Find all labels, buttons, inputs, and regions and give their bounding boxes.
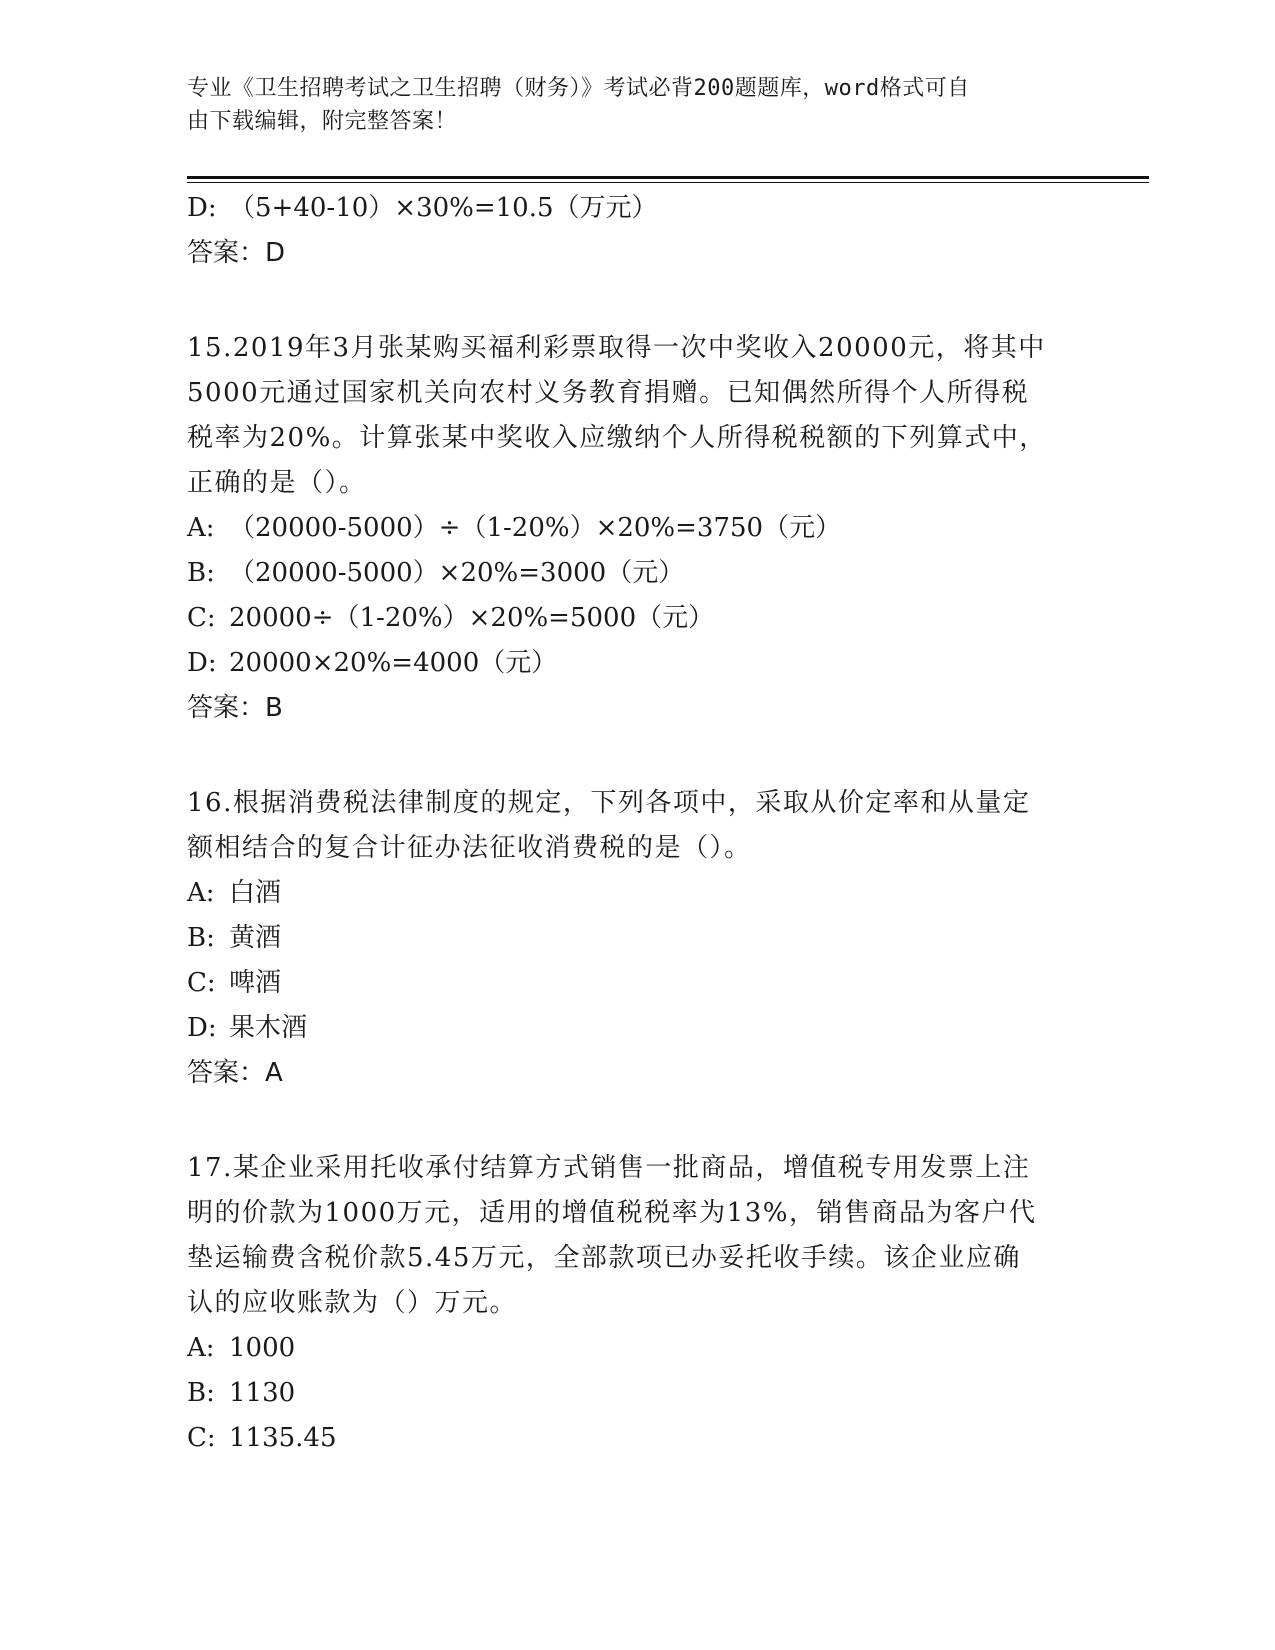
option-c (187, 596, 1087, 641)
option-label: C: (187, 968, 216, 998)
spacer (187, 731, 1087, 781)
option-d (187, 1006, 1087, 1051)
question-text-line: 15.2019年3月张某购买福利彩票取得一次中奖收入20000元，将其中 (187, 333, 1046, 363)
option-text: 果木酒 (229, 1013, 308, 1043)
option-label: B: (187, 923, 215, 953)
option-text: 1130 (229, 1378, 296, 1408)
option-d (187, 641, 1087, 686)
prev-question (187, 186, 1087, 276)
document-body (187, 186, 1087, 1461)
option-a (187, 871, 1087, 916)
option-text: 1000 (229, 1333, 296, 1363)
option-a (187, 506, 1087, 551)
option-a (187, 1326, 1087, 1371)
option-label: C: (187, 603, 216, 633)
option-b (187, 551, 1087, 596)
question-17 (187, 1146, 1087, 1461)
question-text-line: 额相结合的复合计征办法征收消费税的是（）。 (187, 833, 752, 863)
option-label: D: (187, 648, 217, 678)
option-text: 1135.45 (229, 1423, 337, 1453)
option-label: A: (187, 878, 215, 908)
header-rule-thick (187, 176, 1149, 179)
question-text-line: 认的应收账款为（）万元。 (187, 1288, 518, 1318)
option-text: （20000-5000）÷（1-20%）×20%=3750（元） (229, 513, 842, 543)
option-label: C: (187, 1423, 216, 1453)
option-b (187, 916, 1087, 961)
spacer (187, 1096, 1087, 1146)
option-b (187, 1371, 1087, 1416)
answer-line: 答案：B (187, 693, 283, 723)
option-text: 白酒 (229, 878, 282, 908)
option-text: 20000÷（1-20%）×20%=5000（元） (229, 603, 715, 633)
option-label: A: (187, 1333, 215, 1363)
answer-line: 答案：D (187, 238, 286, 268)
option-c (187, 1416, 1087, 1461)
option-text: 黄酒 (229, 923, 282, 953)
option-d (187, 186, 1087, 231)
option-label: B: (187, 1378, 215, 1408)
header-title-line-1: 专业《卫生招聘考试之卫生招聘（财务）》考试必背200题题库，word格式可自 (187, 76, 970, 101)
question-text-line: 税率为20%。计算张某中奖收入应缴纳个人所得税税额的下列算式中， (187, 423, 1047, 453)
question-text-line: 垫运输费含税价款5.45万元，全部款项已办妥托收手续。该企业应确 (187, 1243, 1021, 1273)
spacer (187, 276, 1087, 326)
option-label: D: (187, 1013, 217, 1043)
header-title-line-2: 由下载编辑，附完整答案！ (187, 109, 458, 134)
option-label: D: (187, 193, 217, 223)
question-text-line: 正确的是（）。 (187, 468, 367, 498)
document-header (187, 72, 1067, 138)
question-15 (187, 326, 1087, 731)
question-text-line: 明的价款为1000万元，适用的增值税税率为13%，销售商品为客户代 (187, 1198, 1037, 1228)
option-c (187, 961, 1087, 1006)
option-text: （5+40-10）×30%=10.5（万元） (229, 193, 658, 223)
option-text: 啤酒 (229, 968, 282, 998)
question-16 (187, 781, 1087, 1096)
question-text-line: 17.某企业采用托收承付结算方式销售一批商品，增值税专用发票上注 (187, 1153, 1031, 1183)
question-text-line: 16.根据消费税法律制度的规定，下列各项中，采取从价定率和从量定 (187, 788, 1031, 818)
option-text: 20000×20%=4000（元） (229, 648, 558, 678)
header-rule-thin (187, 182, 1149, 183)
option-label: B: (187, 558, 215, 588)
answer-line: 答案：A (187, 1058, 283, 1088)
question-text-line: 5000元通过国家机关向农村义务教育捐赠。已知偶然所得个人所得税 (187, 378, 1030, 408)
option-label: A: (187, 513, 215, 543)
option-text: （20000-5000）×20%=3000（元） (229, 558, 685, 588)
